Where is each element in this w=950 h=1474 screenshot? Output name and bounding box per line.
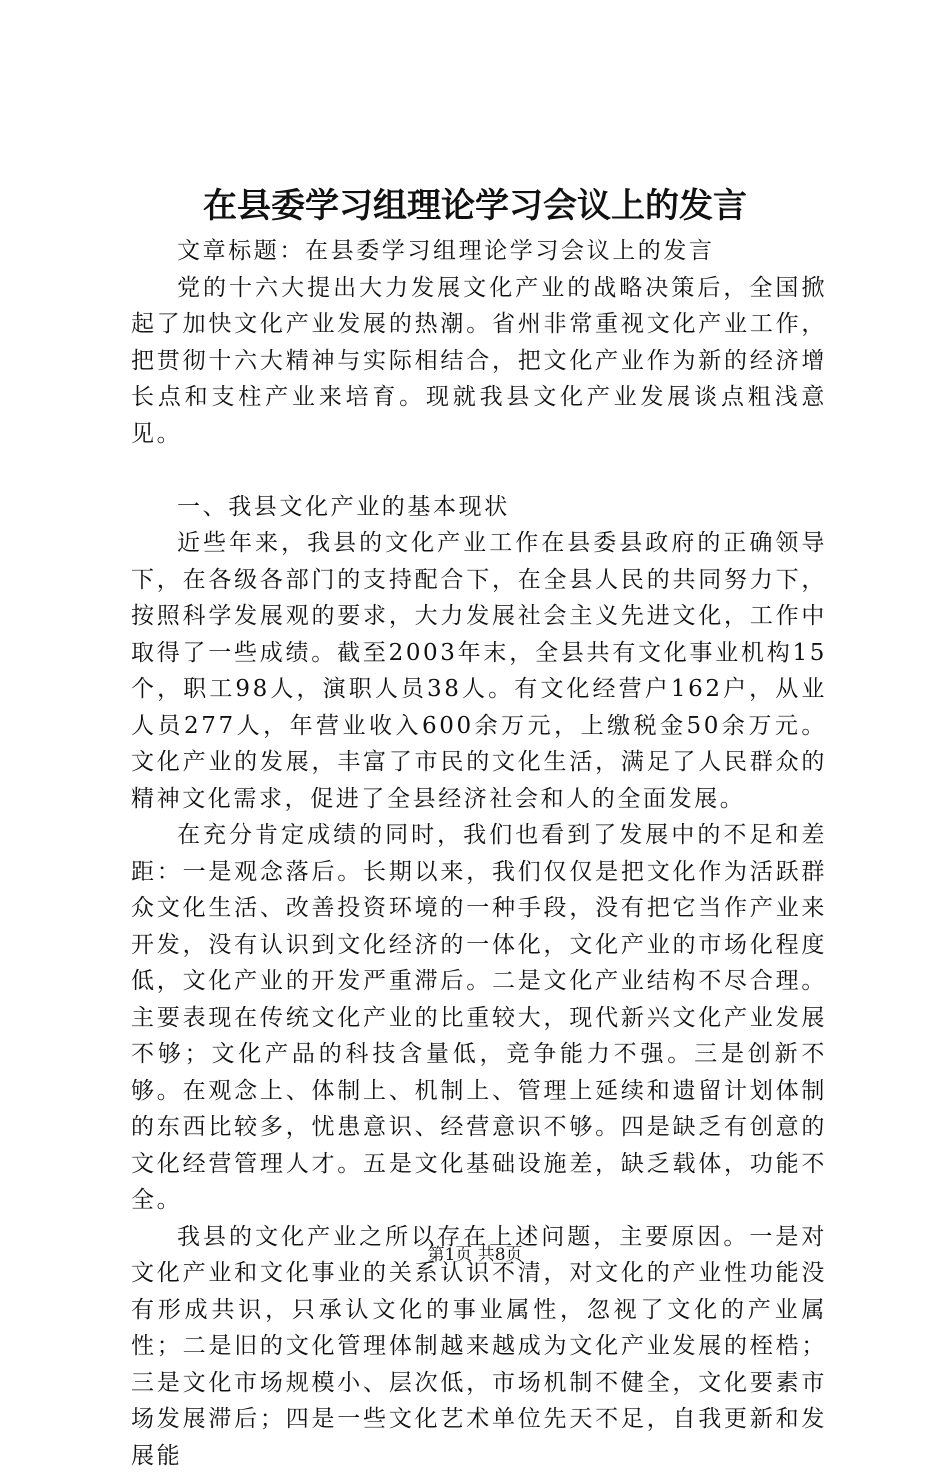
section-heading: 一、我县文化产业的基本现状 xyxy=(131,489,827,526)
body-paragraph: 在充分肯定成绩的同时，我们也看到了发展中的不足和差距：一是观念落后。长期以来，我们仅仅是把文化作为活跃群众文化生活、改善投资环境的一种手段，没有把它当作产业来开发，没有认识到文化经济的一体化，文化产业的市场化程度低，文化产业的开发严重滞后。二是文化产业结构不尽合理。主要表现在传统文化产业的比重较大，现代新兴文化产业发展不够；文化产品的科技含量低，竞争能力不强。三是创新不够。在观念上、体制上、机制上、管理上延续和遗留计划体制的东西比较多，忧患意识、经营意识不够。四是缺乏有创意的文化经营管理人才。五是文化基础设施差，缺乏载体，功能不全。 xyxy=(131,817,827,1219)
document-body xyxy=(131,233,827,1474)
body-paragraph: 近些年来，我县的文化产业工作在县委县政府的正确领导下，在各级各部门的支持配合下，在全县人民的共同努力下，按照科学发展观的要求，大力发展社会主义先进文化，工作中取得了一些成绩。截至2003年末，全县共有文化事业机构15个，职工98人，演职人员38人。有文化经营户162户，从业人员277人，年营业收入600余万元，上缴税金50余万元。文化产业的发展，丰富了市民的文化生活，满足了人民群众的精神文化需求，促进了全县经济社会和人的全面发展。 xyxy=(131,525,827,817)
intro-paragraph: 党的十六大提出大力发展文化产业的战略决策后，全国掀起了加快文化产业发展的热潮。省州非常重视文化产业工作，把贯彻十六大精神与实际相结合，把文化产业作为新的经济增长点和支柱产业来培育。现就我县文化产业发展谈点粗浅意见。 xyxy=(131,270,827,453)
page-footer: 第1页 共8页 xyxy=(0,1243,950,1267)
article-title-line: 文章标题：在县委学习组理论学习会议上的发言 xyxy=(131,233,827,270)
document-title: 在县委学习组理论学习会议上的发言 xyxy=(0,182,950,230)
body-paragraph: 我县的文化产业之所以存在上述问题，主要原因。一是对文化产业和文化事业的关系认识不清，对文化的产业性功能没有形成共识，只承认文化的事业属性，忽视了文化的产业属性；二是旧的文化管理体制越来越成为文化产业发展的桎梏；三是文化市场规模小、层次低，市场机制不健全，文化要素市场发展滞后；四是一些文化艺术单位先天不足，自我更新和发展能 xyxy=(131,1219,827,1474)
